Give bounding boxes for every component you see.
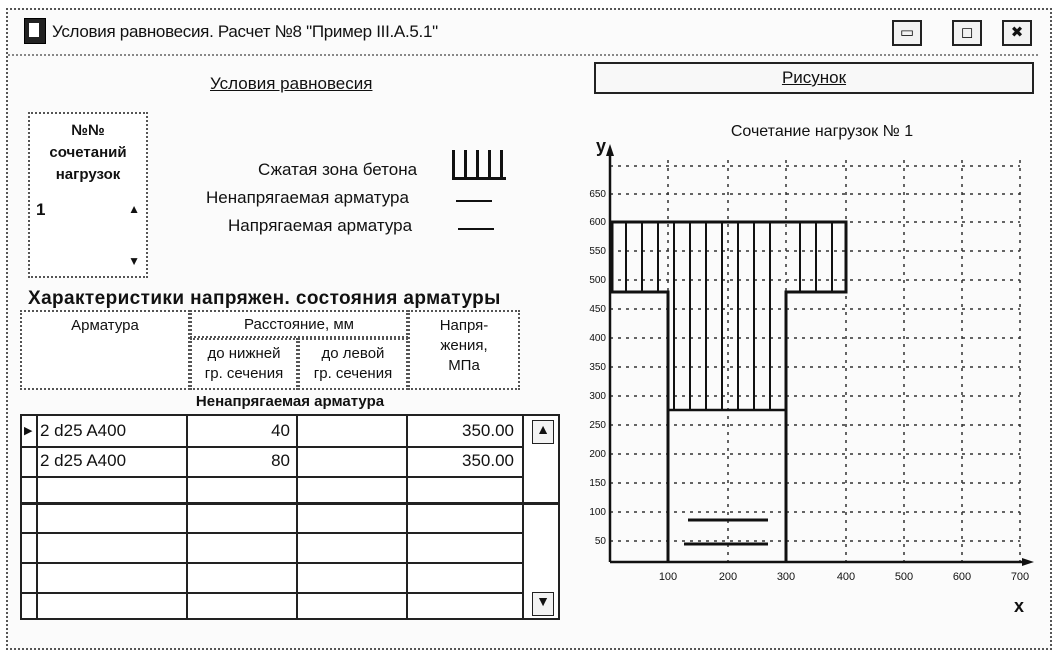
svg-text:500: 500 [589,275,606,286]
svg-text:600: 600 [589,217,606,228]
svg-text:600: 600 [952,571,972,583]
grid-scroll-up-icon[interactable]: ▲ [532,420,554,444]
section-outline [612,222,846,562]
svg-text:250: 250 [589,420,606,431]
legend-prestressed: Напрягаемая арматура [228,216,413,235]
title-bar [8,14,1038,56]
svg-text:100: 100 [589,507,606,518]
svg-text:150: 150 [589,478,606,489]
header-distance: Расстояние, мм [190,310,408,338]
combinations-label: №№ сочетаний нагрузок [49,122,127,183]
minimize-button[interactable]: ▭ [892,20,922,46]
svg-text:700: 700 [1010,571,1030,583]
characteristics-heading: Характеристики напряжен. состояния арматуры [28,288,501,309]
row1-bottom[interactable]: 40 [271,421,290,440]
row1-stress[interactable]: 350.00 [462,421,514,440]
header-to-left: до левой гр. сечения [298,338,408,390]
non-prestressed-line-icon [456,200,492,202]
row2-bottom[interactable]: 80 [271,451,290,470]
scroll-up-icon[interactable]: ▲ [128,202,140,216]
grid-scroll-down-icon[interactable]: ▼ [532,592,554,616]
svg-text:50: 50 [594,536,606,547]
svg-text:450: 450 [589,304,606,315]
svg-text:350: 350 [589,362,606,373]
group-label: Ненапрягаемая арматура [195,393,385,410]
table-row[interactable]: 2 d25 A400 [40,421,127,440]
hatch-swatch-icon [452,150,506,180]
svg-text:100: 100 [658,571,678,583]
svg-text:300: 300 [776,571,796,583]
svg-text:650: 650 [589,189,606,200]
svg-text:200: 200 [718,571,738,583]
legend-non-prestressed: Ненапрягаемая арматура [206,188,409,207]
combination-item[interactable]: 1 [36,200,46,219]
reinforcement-grid[interactable] [20,414,560,620]
app-icon [24,18,46,44]
svg-text:550: 550 [589,246,606,257]
table-row[interactable]: 2 d25 A400 [40,451,127,470]
scroll-down-icon[interactable]: ▼ [128,254,140,268]
current-row-indicator-icon: ▶ [24,425,33,437]
svg-text:200: 200 [589,449,606,460]
figure-button[interactable]: Рисунок [594,62,1034,94]
x-axis-label: x [1014,596,1025,616]
maximize-button[interactable]: ◻ [952,20,982,46]
svg-text:500: 500 [894,571,914,583]
x-axis-arrow-icon [1022,558,1034,566]
header-to-bottom: до нижней гр. сечения [190,338,298,390]
prestressed-line-icon [458,228,494,230]
y-axis-label: y [596,136,607,156]
equilibrium-heading: Условия равновесия [210,74,373,93]
close-button[interactable]: ✖ [1002,20,1032,46]
svg-text:400: 400 [836,571,856,583]
row2-stress[interactable]: 350.00 [462,451,514,470]
svg-text:400: 400 [589,333,606,344]
x-tick-labels [659,571,1029,583]
svg-text:300: 300 [589,391,606,402]
compressed-zone-hatch [626,222,832,410]
y-tick-labels [589,189,606,547]
plot-gridlines [610,160,1020,562]
plot-title: Сочетание нагрузок № 1 [730,123,914,140]
header-stress: Напря- жения, МПа [408,310,520,390]
load-combinations-list[interactable] [28,112,148,278]
window-title: Условия равновесия. Расчет №8 "Пример III.A.5.1" [52,22,438,41]
legend-compressed-zone: Сжатая зона бетона [258,160,418,179]
y-axis-arrow-icon [606,144,614,156]
header-armatura: Арматура [20,310,190,390]
section-plot [580,110,1050,640]
